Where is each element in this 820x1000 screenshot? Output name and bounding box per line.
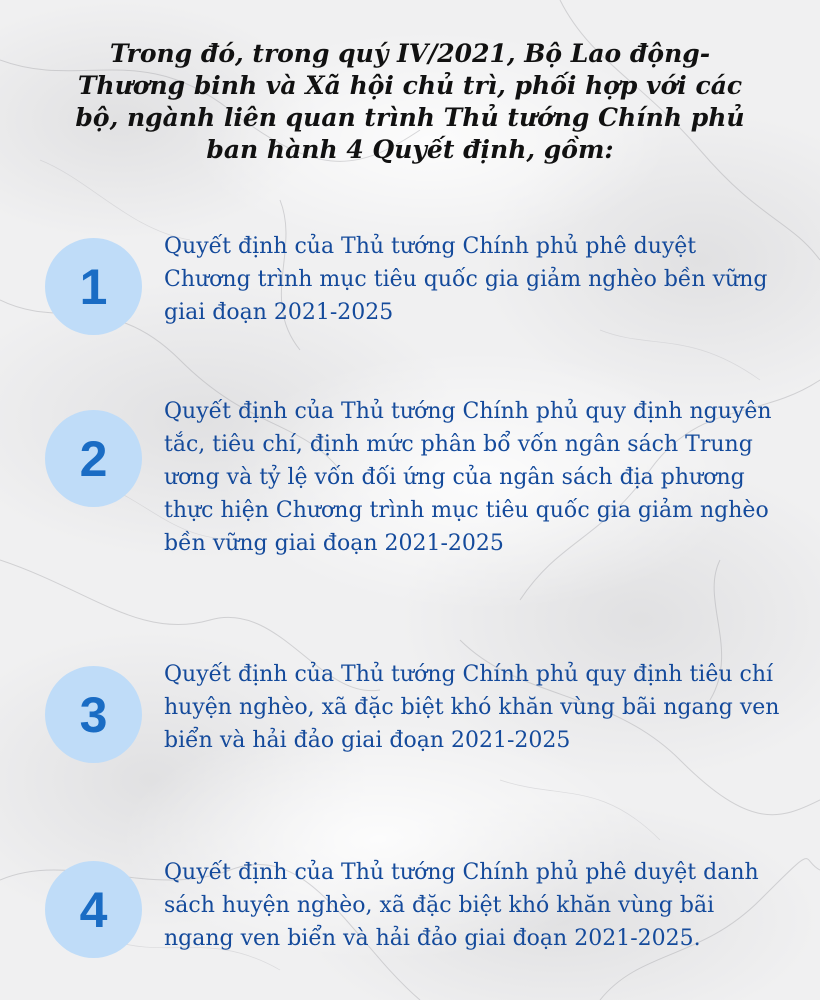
number-badge-2 <box>45 410 142 507</box>
number-label-4: 4 <box>79 881 108 938</box>
number-label-2: 2 <box>79 430 108 487</box>
number-badge-3 <box>45 666 142 763</box>
item-text-2: Quyết định của Thủ tướng Chính phủ quy định nguyên tắc, tiêu chí, định mức phân bổ vốn ngân sách Trung ương và tỷ lệ vốn đối ứng của ngân sách địa phương thực hiện Chương trình mục tiêu quốc gia giảm nghèo bền vững giai đoạn 2021-2025 <box>164 399 772 556</box>
intro-heading: Trong đó, trong quý IV/2021, Bộ Lao động-Thương binh và Xã hội chủ trì, phối hợp với các bộ, ngành liên quan trình Thủ tướng Chính phủ ban hành 4 Quyết định, gồm: <box>75 39 745 164</box>
item-text-4: Quyết định của Thủ tướng Chính phủ phê duyệt danh sách huyện nghèo, xã đặc biệt khó khăn vùng bãi ngang ven biển và hải đảo giai đoạn 2021-2025. <box>164 860 759 951</box>
number-badge-4 <box>45 861 142 958</box>
item-text-3: Quyết định của Thủ tướng Chính phủ quy định tiêu chí huyện nghèo, xã đặc biệt khó khăn vùng bãi ngang ven biển và hải đảo giai đoạn 2021-2025 <box>164 662 780 753</box>
number-badge-1 <box>45 238 142 335</box>
number-label-1: 1 <box>79 258 108 315</box>
number-label-3: 3 <box>79 686 108 743</box>
item-text-1: Quyết định của Thủ tướng Chính phủ phê duyệt Chương trình mục tiêu quốc gia giảm nghèo bền vững giai đoạn 2021-2025 <box>164 234 768 325</box>
